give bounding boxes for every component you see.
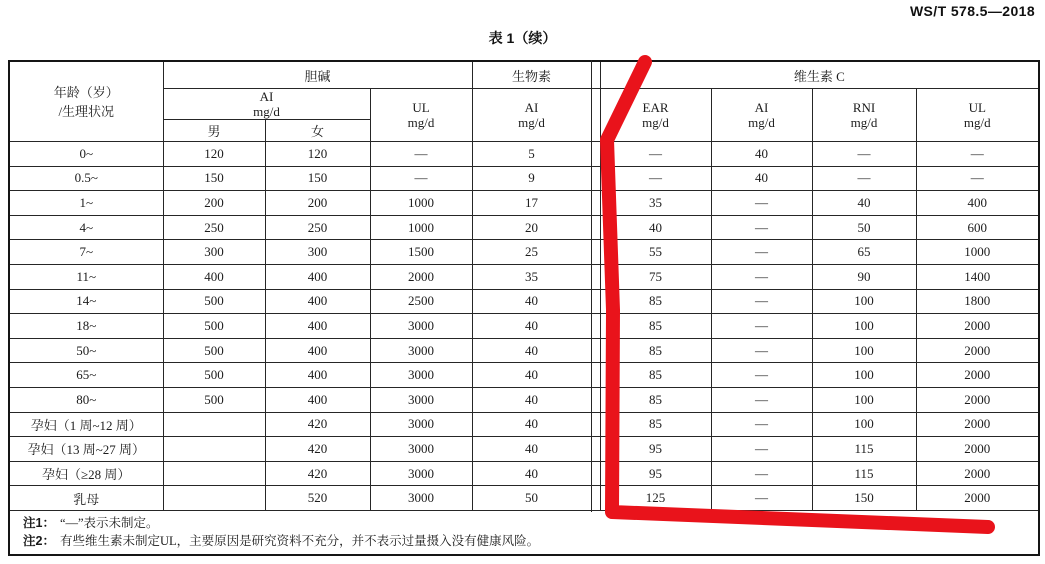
- table-cell: —: [370, 166, 472, 191]
- table-cell: 2000: [916, 412, 1039, 437]
- table-cell: 3000: [370, 412, 472, 437]
- table-cell: 40: [812, 191, 916, 216]
- table-cell: 2000: [916, 338, 1039, 363]
- table-cell: 40: [472, 387, 600, 412]
- table-cell: 14~: [9, 289, 163, 314]
- table-cell: —: [711, 363, 812, 388]
- table-body: [9, 142, 1039, 511]
- table-row: [9, 191, 1039, 216]
- table-cell: —: [711, 387, 812, 412]
- header-choline-ul: UL mg/d: [370, 89, 472, 142]
- header-choline-ai: AI mg/d: [163, 89, 370, 120]
- table-cell: 200: [265, 191, 370, 216]
- table-cell: 40: [711, 166, 812, 191]
- table-cell: —: [711, 215, 812, 240]
- section-divider-double-line: [591, 60, 592, 512]
- table-cell: 1000: [916, 240, 1039, 265]
- table-cell: 0~: [9, 142, 163, 167]
- table-row: [9, 142, 1039, 167]
- table-cell: 0.5~: [9, 166, 163, 191]
- note-2-text: 有些维生素未制定UL，主要原因是研究资料不充分，并不表示过量摄入没有健康风险。: [59, 533, 540, 548]
- table-cell: —: [600, 142, 711, 167]
- table-cell: 420: [265, 437, 370, 462]
- table-cell: 55: [600, 240, 711, 265]
- table-cell: 孕妇（1 周~12 周）: [9, 412, 163, 437]
- table-cell: 420: [265, 461, 370, 486]
- table-cell: 40: [600, 215, 711, 240]
- table-row: [9, 289, 1039, 314]
- header-female: 女: [265, 120, 370, 142]
- table-cell: 2000: [916, 314, 1039, 339]
- table-cell: 400: [265, 289, 370, 314]
- table-cell: 400: [265, 363, 370, 388]
- table-row: [9, 363, 1039, 388]
- table-cell: [163, 437, 265, 462]
- header-biotin-ai: AI mg/d: [472, 89, 600, 142]
- header-group-choline: 胆碱: [163, 61, 472, 89]
- table-cell: 250: [163, 215, 265, 240]
- table-cell: 75: [600, 264, 711, 289]
- note-2: [23, 532, 1032, 550]
- table-cell: 95: [600, 461, 711, 486]
- table-cell: 65~: [9, 363, 163, 388]
- table-cell: 3000: [370, 486, 472, 511]
- table-cell: 100: [812, 338, 916, 363]
- table-cell: 100: [812, 363, 916, 388]
- table-cell: 40: [472, 461, 600, 486]
- table-cell: 500: [163, 338, 265, 363]
- table-cell: 孕妇（13 周~27 周）: [9, 437, 163, 462]
- header-vitc-ai: AI mg/d: [711, 89, 812, 142]
- table-cell: 85: [600, 338, 711, 363]
- table-cell: 1000: [370, 191, 472, 216]
- table-cell: 40: [472, 289, 600, 314]
- table-cell: 250: [265, 215, 370, 240]
- table-cell: 35: [472, 264, 600, 289]
- table-cell: 90: [812, 264, 916, 289]
- table-cell: 2000: [916, 461, 1039, 486]
- header-row-units: [9, 89, 1039, 120]
- table-cell: [163, 486, 265, 511]
- table-cell: 7~: [9, 240, 163, 265]
- table-cell: 85: [600, 412, 711, 437]
- table-cell: 孕妇（≥28 周）: [9, 461, 163, 486]
- table-cell: 1800: [916, 289, 1039, 314]
- table-cell: —: [711, 461, 812, 486]
- table-cell: 400: [916, 191, 1039, 216]
- table-cell: 3000: [370, 387, 472, 412]
- table-cell: 3000: [370, 461, 472, 486]
- table-cell: 85: [600, 289, 711, 314]
- table-cell: —: [711, 486, 812, 511]
- header-age: [9, 61, 163, 142]
- table-row: [9, 314, 1039, 339]
- table-cell: 400: [265, 314, 370, 339]
- table-cell: 500: [163, 363, 265, 388]
- table-cell: 2000: [916, 387, 1039, 412]
- table-cell: 150: [265, 166, 370, 191]
- table-cell: 100: [812, 314, 916, 339]
- table-cell: 1500: [370, 240, 472, 265]
- table-cell: 50~: [9, 338, 163, 363]
- table-cell: —: [370, 142, 472, 167]
- nutrient-table: [8, 60, 1040, 556]
- note-1-label: 注1：: [23, 515, 55, 530]
- table-row: [9, 437, 1039, 462]
- table-cell: 100: [812, 387, 916, 412]
- table-cell: 600: [916, 215, 1039, 240]
- table-cell: 2500: [370, 289, 472, 314]
- table-cell: [163, 412, 265, 437]
- table-cell: —: [711, 437, 812, 462]
- table-cell: —: [711, 289, 812, 314]
- header-row-groups: [9, 61, 1039, 89]
- table-cell: 400: [265, 338, 370, 363]
- table-cell: 100: [812, 289, 916, 314]
- table-cell: —: [711, 240, 812, 265]
- table-row: [9, 166, 1039, 191]
- table-cell: —: [711, 264, 812, 289]
- table-cell: 300: [265, 240, 370, 265]
- table-cell: 85: [600, 387, 711, 412]
- table-cell: —: [711, 412, 812, 437]
- table-cell: 50: [812, 215, 916, 240]
- table-cell: 115: [812, 437, 916, 462]
- table-cell: 40: [472, 412, 600, 437]
- table-row: [9, 461, 1039, 486]
- table-cell: 2000: [916, 437, 1039, 462]
- table-row: [9, 240, 1039, 265]
- notes-cell: [9, 510, 1039, 555]
- table-cell: 乳母: [9, 486, 163, 511]
- header-vitc-rni: RNI mg/d: [812, 89, 916, 142]
- table-row: [9, 387, 1039, 412]
- table-cell: 25: [472, 240, 600, 265]
- header-group-vitamin-c: 维生素 C: [600, 61, 1039, 89]
- table-cell: 35: [600, 191, 711, 216]
- table-cell: 85: [600, 363, 711, 388]
- table-cell: 3000: [370, 338, 472, 363]
- table-cell: 50: [472, 486, 600, 511]
- table-cell: 150: [812, 486, 916, 511]
- table-cell: 120: [265, 142, 370, 167]
- header-vitc-ear: EAR mg/d: [600, 89, 711, 142]
- note-1-text: “—”表示未制定。: [59, 515, 159, 530]
- table-cell: 85: [600, 314, 711, 339]
- header-vitc-ul: UL mg/d: [916, 89, 1039, 142]
- notes-row: [9, 510, 1039, 555]
- table-cell: 400: [265, 387, 370, 412]
- table-cell: 40: [472, 437, 600, 462]
- table-cell: 1000: [370, 215, 472, 240]
- table-cell: 80~: [9, 387, 163, 412]
- table-cell: 420: [265, 412, 370, 437]
- table-cell: —: [812, 142, 916, 167]
- table-cell: 18~: [9, 314, 163, 339]
- table-cell: —: [711, 314, 812, 339]
- table-cell: 3000: [370, 314, 472, 339]
- table-cell: 11~: [9, 264, 163, 289]
- header-group-biotin: 生物素: [472, 61, 600, 89]
- table-cell: 400: [163, 264, 265, 289]
- table-cell: 40: [472, 363, 600, 388]
- table-cell: 40: [711, 142, 812, 167]
- header-age-line2: /生理状况: [58, 103, 115, 119]
- table-row: [9, 264, 1039, 289]
- table-cell: 520: [265, 486, 370, 511]
- table-cell: —: [916, 166, 1039, 191]
- table-cell: 65: [812, 240, 916, 265]
- table-cell: 3000: [370, 363, 472, 388]
- table-cell: 9: [472, 166, 600, 191]
- table-cell: 17: [472, 191, 600, 216]
- table-row: [9, 338, 1039, 363]
- table-cell: 125: [600, 486, 711, 511]
- table-row: [9, 215, 1039, 240]
- table-cell: —: [916, 142, 1039, 167]
- header-age-line1: 年龄（岁）: [53, 84, 119, 100]
- table-cell: 120: [163, 142, 265, 167]
- table-cell: 40: [472, 314, 600, 339]
- table-cell: 1~: [9, 191, 163, 216]
- note-1: [23, 514, 1032, 532]
- table-cell: 20: [472, 215, 600, 240]
- table-cell: 5: [472, 142, 600, 167]
- table-title: 表 1（续）: [488, 30, 557, 46]
- table-cell: 500: [163, 314, 265, 339]
- table-cell: 2000: [370, 264, 472, 289]
- table-cell: 2000: [916, 486, 1039, 511]
- table-cell: 150: [163, 166, 265, 191]
- table-row: [9, 412, 1039, 437]
- table-cell: 95: [600, 437, 711, 462]
- table-cell: 3000: [370, 437, 472, 462]
- table-cell: 500: [163, 289, 265, 314]
- table-cell: 2000: [916, 363, 1039, 388]
- table-cell: [163, 461, 265, 486]
- table-cell: —: [711, 191, 812, 216]
- table-row: [9, 486, 1039, 511]
- note-2-label: 注2：: [23, 533, 55, 548]
- table-cell: 200: [163, 191, 265, 216]
- table-cell: 4~: [9, 215, 163, 240]
- table-cell: 500: [163, 387, 265, 412]
- table-cell: 400: [265, 264, 370, 289]
- table-cell: —: [600, 166, 711, 191]
- table-cell: 40: [472, 338, 600, 363]
- table-cell: 300: [163, 240, 265, 265]
- table-cell: —: [711, 338, 812, 363]
- table-cell: 1400: [916, 264, 1039, 289]
- table-cell: —: [812, 166, 916, 191]
- header-male: 男: [163, 120, 265, 142]
- table-cell: 115: [812, 461, 916, 486]
- table-cell: 100: [812, 412, 916, 437]
- standard-code: WS/T 578.5—2018: [909, 3, 1035, 19]
